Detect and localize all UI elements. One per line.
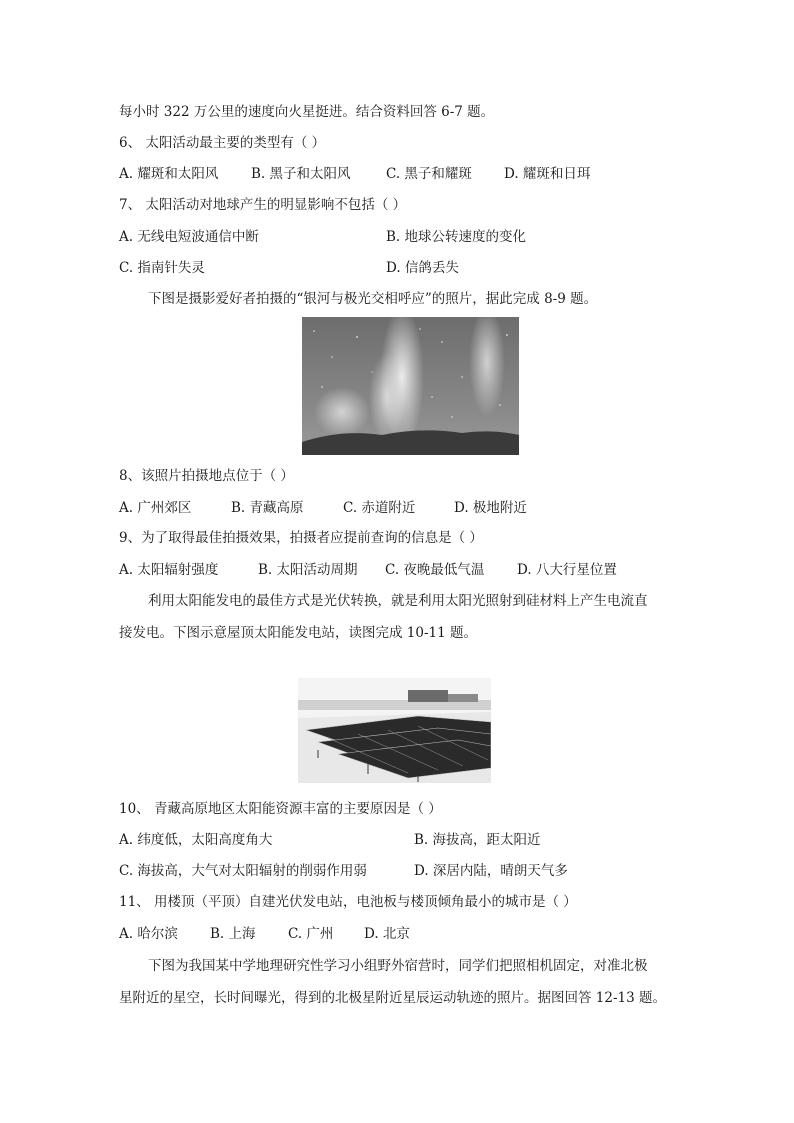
q8-option-d: D. 极地附近 — [454, 500, 527, 516]
passage-10-11-line2: 接发电。下图示意屋顶太阳能发电站，读图完成 10-11 题。 — [119, 625, 477, 641]
q10-stem: 10、 青藏高原地区太阳能资源丰富的主要原因是（ ） — [119, 801, 442, 817]
q8-stem: 8、该照片拍摄地点位于（ ） — [119, 468, 294, 484]
intro-tail-text: 每小时 322 万公里的速度向火星挺进。结合资料回答 6-7 题。 — [119, 104, 495, 120]
q6-option-c: C. 黑子和耀斑 — [386, 166, 472, 182]
q7-option-a: A. 无线电短波通信中断 — [119, 229, 259, 245]
aurora-milky-way-photo — [302, 317, 519, 455]
q11-stem: 11、 用楼顶（平顶）自建光伏发电站，电池板与楼顶倾角最小的城市是（ ） — [119, 894, 577, 910]
rooftop-solar-station-photo — [298, 678, 491, 783]
q6-stem: 6、 太阳活动最主要的类型有（ ） — [119, 135, 326, 151]
q10-option-a: A. 纬度低，太阳高度角大 — [119, 832, 273, 848]
q7-option-b: B. 地球公转速度的变化 — [386, 229, 527, 245]
passage-12-13-line1: 下图为我国某中学地理研究性学习小组野外宿营时，同学们把照相机固定，对准北极 — [148, 958, 648, 974]
q10-option-b: B. 海拔高，距太阳近 — [414, 832, 541, 848]
q8-option-c: C. 赤道附近 — [343, 500, 416, 516]
q11-option-a: A. 哈尔滨 — [119, 926, 178, 942]
q7-stem: 7、 太阳活动对地球产生的明显影响不包括（ ） — [119, 197, 407, 213]
q10-option-d: D. 深居内陆，晴朗天气多 — [414, 863, 568, 879]
q8-option-a: A. 广州郊区 — [119, 500, 192, 516]
q8-option-b: B. 青藏高原 — [231, 500, 304, 516]
q11-option-b: B. 上海 — [210, 926, 256, 942]
passage-10-11-line1: 利用太阳能发电的最佳方式是光伏转换，就是利用太阳光照射到硅材料上产生电流直 — [148, 593, 648, 609]
q9-option-c: C. 夜晚最低气温 — [385, 562, 485, 578]
q6-option-a: A. 耀斑和太阳风 — [119, 166, 219, 182]
q6-option-b: B. 黑子和太阳风 — [251, 166, 351, 182]
q10-option-c: C. 海拔高，大气对太阳辐射的削弱作用弱 — [119, 863, 367, 879]
q7-option-c: C. 指南针失灵 — [119, 260, 205, 276]
q9-option-d: D. 八大行星位置 — [517, 562, 617, 578]
q9-option-b: B. 太阳活动周期 — [258, 562, 358, 578]
q7-option-d: D. 信鸽丢失 — [386, 260, 459, 276]
passage-8-9: 下图是摄影爱好者拍摄的“银河与极光交相呼应”的照片，据此完成 8-9 题。 — [148, 291, 598, 307]
q11-option-c: C. 广州 — [288, 926, 334, 942]
q11-option-d: D. 北京 — [364, 926, 410, 942]
q9-stem: 9、为了取得最佳拍摄效果，拍摄者应提前查询的信息是（ ） — [119, 530, 483, 546]
passage-12-13-line2: 星附近的星空，长时间曝光，得到的北极星附近星辰运动轨迹的照片。据图回答 12-13 题。 — [119, 990, 666, 1006]
q6-option-d: D. 耀斑和日珥 — [504, 166, 591, 182]
q9-option-a: A. 太阳辐射强度 — [119, 562, 219, 578]
